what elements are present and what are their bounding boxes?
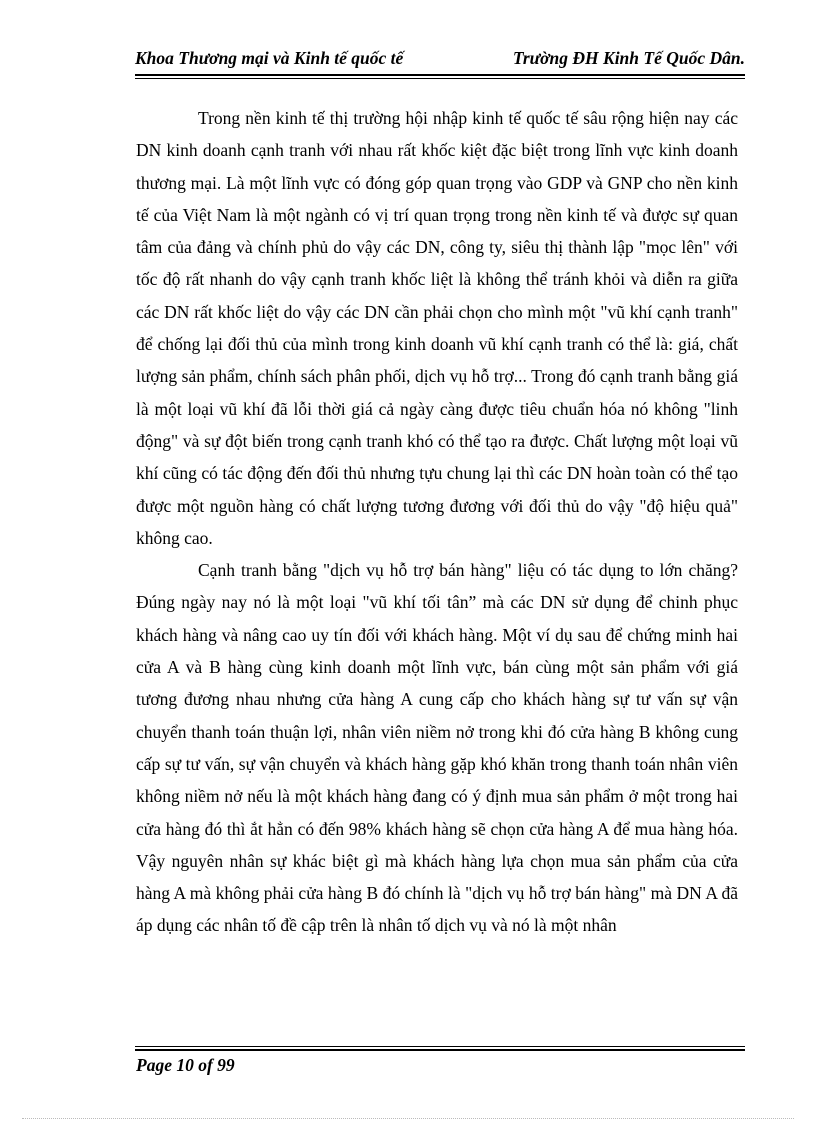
paragraph: Cạnh tranh bằng "dịch vụ hỗ trợ bán hàng" liệu có tác dụng to lớn chăng? Đúng ngày nay nó là một loại "vũ khí tối tân” mà các DN sử dụng để chinh phục khách hàng và nâng cao uy tín đối với khách hàng. Một ví dụ sau để chứng minh hai cửa A và B hàng cùng kinh doanh một lĩnh vực, bán cùng một sản phẩm với giá tương đương nhau nhưng cửa hàng A cung cấp cho khách hàng sự tư vấn sự vận chuyển thanh toán thuận lợi, nhân viên niềm nở trong khi đó cửa hàng B không cung cấp sự tư vấn, sự vận chuyển và khách hàng gặp khó khăn trong thanh toán nhân viên không niềm nở nếu là một khách hàng đang có ý định mua sản phẩm ở một trong hai cửa hàng đó thì ắt hẳn có đến 98% khách hàng sẽ chọn cửa hàng A để mua hàng hóa. Vậy nguyên nhân sự khác biệt gì mà khách hàng lựa chọn mua sản phẩm của cửa hàng A mà không phải cửa hàng B đó chính là "dịch vụ hỗ trợ bán hàng" mà DN A đã áp dụng các nhân tố đề cập trên là nhân tố dịch vụ và nó là một nhân <box>136 560 738 936</box>
footer-rule-thin <box>135 1046 745 1047</box>
body-text <box>136 102 738 942</box>
footer-rule <box>135 1049 745 1051</box>
header-rule <box>135 74 745 76</box>
page-bottom-border <box>22 1118 794 1119</box>
page-number: Page 10 of 99 <box>136 1055 235 1075</box>
header-university: Trường ĐH Kinh Tế Quốc Dân. <box>512 48 745 68</box>
header-rule-thin <box>135 78 745 79</box>
page-header <box>135 48 745 76</box>
paragraph: Trong nền kinh tế thị trường hội nhập kinh tế quốc tế sâu rộng hiện nay các DN kinh doanh cạnh tranh với nhau rất khốc kiệt đặc biệt trong lĩnh vực kinh doanh thương mại. Là một lĩnh vực có đóng góp quan trọng vào GDP và GNP cho nền kinh tế của Việt Nam là một ngành có vị trí quan trọng trong nền kinh tế và được sự quan tâm của đảng và chính phủ do vậy các DN, công ty, siêu thị thành lập "mọc lên" với tốc độ rất nhanh do vậy cạnh tranh khốc liệt là không thể tránh khỏi và diễn ra giữa các DN rất khốc liệt do vậy các DN cần phải chọn cho mình một "vũ khí cạnh tranh" để chống lại đối thủ của mình trong kinh doanh vũ khí cạnh tranh có thể là: giá, chất lượng sản phẩm, chính sách phân phối, dịch vụ hỗ trợ... Trong đó cạnh tranh bằng giá là một loại vũ khí đã lỗi thời giá cả ngày càng được tiêu chuẩn hóa nó không "linh động" và sự đột biến trong cạnh tranh khó có thể tạo ra được. Chất lượng một loại vũ khí cũng có tác động đến đối thủ nhưng tựu chung lại thì các DN hoàn toàn có thể tạo được một nguồn hàng có chất lượng tương đương với đối thủ do vậy "độ hiệu quả" không cao. <box>136 108 738 548</box>
header-faculty: Khoa Thương mại và Kinh tế quốc tế <box>135 48 404 68</box>
